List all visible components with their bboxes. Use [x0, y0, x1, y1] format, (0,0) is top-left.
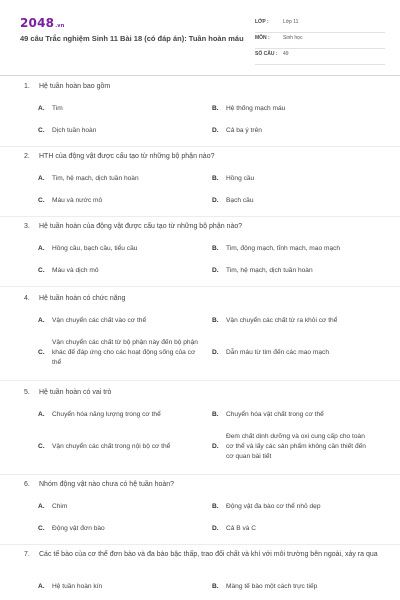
option-text: Tim, hệ mạch, dịch tuần hoàn: [52, 175, 139, 182]
question-number: 3.: [24, 223, 30, 230]
question-separator: [0, 544, 400, 545]
option-text: Vận chuyển các chất từ bộ phận này đến bộ phận khác để đáp ứng cho các hoạt động sống của cơ thể: [52, 339, 198, 366]
option-letter: C.: [38, 267, 45, 274]
option-text: Đem chất dinh dưỡng và oxi cung cấp cho toàn cơ thể và lấy các sản phẩm không cần thiết đến cơ quan bài tiết: [226, 433, 366, 460]
question-label: HTH của động vật được cấu tạo từ những bộ phận nào?: [39, 153, 215, 160]
logo-suffix: .vn: [55, 23, 65, 29]
option-letter: A.: [38, 317, 45, 324]
option-letter: A.: [38, 503, 45, 510]
option-text: Chuyển hóa vật chất trong cơ thể: [226, 411, 324, 418]
question-separator: [0, 380, 400, 381]
header-divider: [0, 75, 400, 76]
option-text: Chuyển hóa năng lượng trong cơ thể: [52, 411, 161, 418]
meta-key: MÔN :: [255, 35, 270, 41]
meta-row-subject: [255, 33, 385, 49]
option-letter: D.: [212, 525, 219, 532]
option-letter: D.: [212, 267, 219, 274]
question-label: Hệ tuần hoàn của động vật được cấu tạo từ những bộ phận nào?: [39, 223, 243, 230]
site-logo[interactable]: 2048.vn: [20, 16, 65, 30]
question-separator: [0, 216, 400, 217]
option-text: Động vật đơn bào: [52, 525, 105, 532]
option-letter: B.: [212, 175, 219, 182]
option-text: Hệ thống mạch máu: [226, 105, 286, 112]
option-text: Máu và nước mô: [52, 197, 103, 204]
option-letter: D.: [212, 349, 219, 356]
option-letter: B.: [212, 503, 219, 510]
question-number: 4.: [24, 295, 30, 302]
option-text: Dịch tuần hoàn: [52, 127, 97, 134]
question-number: 1.: [24, 83, 30, 90]
meta-row-count: [255, 49, 385, 65]
question-number: 7.: [24, 551, 30, 558]
option-text: Hồng cầu, bạch cầu, tiểu cầu: [52, 245, 138, 252]
option-text: Chim: [52, 503, 68, 510]
question-separator: [0, 286, 400, 287]
option-letter: B.: [212, 583, 219, 590]
page-title: 49 câu Trắc nghiệm Sinh 11 Bài 18 (có đáp án): Tuần hoàn máu: [20, 34, 244, 43]
option-letter: C.: [38, 349, 45, 356]
option-text: Hệ tuần hoàn kín: [52, 583, 103, 590]
option-text: Cả B và C: [226, 525, 257, 532]
option-letter: B.: [212, 411, 219, 418]
option-letter: A.: [38, 245, 45, 252]
option-text: Cả ba ý trên: [226, 127, 262, 134]
meta-key: SỐ CÂU :: [255, 51, 278, 57]
option-letter: C.: [38, 443, 45, 450]
option-letter: D.: [212, 443, 219, 450]
meta-value: Sinh học: [283, 35, 303, 41]
option-text: Vận chuyển các chất trong nội bộ cơ thể: [52, 443, 171, 450]
option-letter: C.: [38, 127, 45, 134]
question-label: Nhóm động vật nào chưa có hệ tuần hoàn?: [39, 481, 175, 488]
question-number: 2.: [24, 153, 30, 160]
meta-value: Lớp 11: [283, 19, 299, 25]
option-letter: A.: [38, 105, 45, 112]
option-letter: A.: [38, 583, 45, 590]
option-text: Tim, hệ mạch, dịch tuần hoàn: [226, 267, 313, 274]
option-text: Dẫn máu từ tim đến các mao mạch: [226, 349, 329, 356]
question-separator: [0, 146, 400, 147]
question-number: 5.: [24, 389, 30, 396]
option-text: Hồng cầu: [226, 175, 255, 182]
option-text: Tim: [52, 105, 63, 112]
option-letter: B.: [212, 105, 219, 112]
question-label: Hệ tuần hoàn có chức năng: [39, 295, 126, 302]
option-text: Máu và dịch mô: [52, 267, 99, 274]
option-letter: B.: [212, 317, 219, 324]
option-letter: D.: [212, 197, 219, 204]
question-separator: [0, 474, 400, 475]
question-label: Các tế bào của cơ thể đơn bào và đa bào bậc thấp, trao đổi chất và khí với môi trường bên ngoài, xảy ra qua: [39, 551, 378, 558]
document-header: [0, 0, 400, 78]
option-text: Động vật đa bào cơ thể nhỏ dẹp: [226, 503, 321, 510]
option-text: Vận chuyển các chất vào cơ thể: [52, 317, 147, 324]
option-text: Vận chuyển các chất từ ra khỏi cơ thể: [226, 317, 338, 324]
option-letter: D.: [212, 127, 219, 134]
meta-value: 49: [283, 51, 289, 57]
question-label: Hệ tuần hoàn bao gồm: [39, 83, 111, 90]
option-text: Màng tế bào một cách trực tiếp: [226, 583, 318, 590]
option-letter: A.: [38, 411, 45, 418]
option-text: Tim, động mạch, tĩnh mạch, mao mạch: [226, 245, 341, 252]
option-letter: C.: [38, 525, 45, 532]
option-letter: C.: [38, 197, 45, 204]
question-label: Hệ tuần hoàn có vai trò: [39, 389, 112, 396]
question-number: 6.: [24, 481, 30, 488]
option-letter: A.: [38, 175, 45, 182]
meta-row-class: [255, 17, 385, 33]
option-letter: B.: [212, 245, 219, 252]
option-text: Bạch cầu: [226, 197, 254, 204]
meta-key: LỚP :: [255, 19, 269, 25]
meta-info: [255, 17, 385, 65]
